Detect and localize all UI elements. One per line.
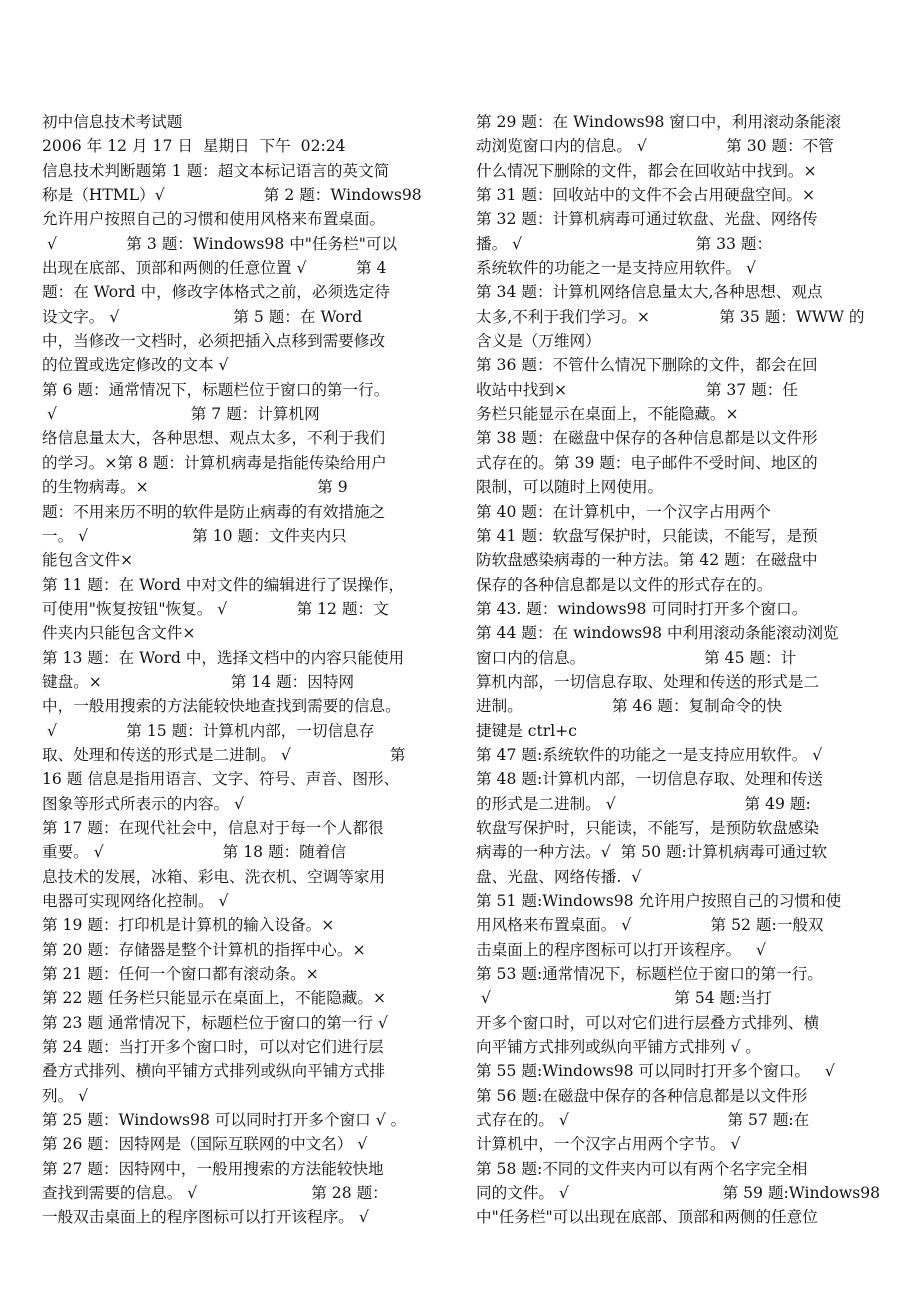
text-line: 防软盘感染病毒的一种方法。第 42 题：在磁盘中 (476, 551, 818, 570)
text-line: 系统软件的功能之一是支持应用软件。 √ (476, 259, 756, 278)
right-column (476, 110, 882, 1230)
text-line: 限制，可以随时上网使用。 (476, 478, 664, 497)
text-line: 播。 √ 第 33 题： (476, 234, 773, 253)
text-line: 保存的各种信息都是以文件的形式存在的。 (476, 575, 773, 594)
text-line: 第 48 题:计算机内部，一切信息存取、处理和传送 (476, 770, 823, 789)
text-line: 同的文件。 √ 第 59 题:Windows98 (476, 1184, 881, 1203)
text-line: 第 31 题：回收站中的文件不会占用硬盘空间。× (476, 186, 816, 205)
document-date: 2006 年 12 月 17 日 星期日 下午 02:24 (42, 137, 346, 156)
text-line: 设文字。 √ 第 5 题：在 Word (42, 307, 363, 326)
text-line: 含义是（万维网） (476, 332, 601, 351)
text-line: 病毒的一种方法。√ 第 50 题:计算机病毒可通过软 (476, 843, 828, 862)
text-line: 计算机中，一个汉字占用两个字节。 √ (476, 1135, 741, 1154)
text-line: 中"任务栏"可以出现在底部、顶部和两侧的任意位 (476, 1208, 818, 1227)
text-line: 第 25 题：Windows98 可以同时打开多个窗口 √ 。 (42, 1111, 407, 1130)
left-column-text (42, 159, 448, 1230)
text-line: 第 55 题:Windows98 可以同时打开多个窗口。 √ (476, 1062, 835, 1081)
text-line: 第 53 题:通常情况下，标题栏位于窗口的第一行。 (476, 965, 823, 984)
text-line: 的形式是二进制。 √ 第 49 题: (476, 794, 811, 813)
text-line: 第 29 题：在 Windows98 窗口中，利用滚动条能滚 (476, 113, 841, 131)
text-line: 一。 √ 第 10 题：文件夹内只 (42, 526, 347, 545)
text-line: 用风格来布置桌面。 √ 第 52 题:一般双 (476, 916, 824, 935)
text-line: 重要。 √ 第 18 题：随着信 (42, 843, 346, 862)
text-line: 式存在的。第 39 题：电子邮件不受时间、地区的 (476, 453, 818, 472)
text-line: 的生物病毒。× 第 9 (42, 478, 348, 497)
text-line: 件夹内只能包含文件× (42, 624, 196, 643)
text-line: 题：不用来历不明的软件是防止病毒的有效措施之 (42, 502, 386, 521)
text-line: 题：在 Word 中，修改字体格式之前，必须选定待 (42, 283, 390, 302)
text-line: 第 58 题:不同的文件夹内可以有两个名字完全相 (476, 1159, 808, 1178)
text-line: 出现在底部、顶部和两侧的任意位置 √ 第 4 (42, 259, 387, 278)
text-line: 第 43. 题：windows98 可同时打开多个窗口。 (476, 599, 808, 618)
text-line: 第 21 题：任何一个窗口都有滚动条。× (42, 965, 319, 984)
text-line: 能包含文件× (42, 551, 134, 570)
text-line: 窗口内的信息。 第 45 题：计 (476, 648, 797, 667)
text-line: 开多个窗口时，可以对它们进行层叠方式排列、横 (476, 1013, 820, 1032)
text-line: 盘、光盘、网络传播. √ (476, 867, 642, 886)
document-title: 初中信息技术考试题 (42, 113, 183, 131)
text-line: 中，一般用搜索的方法能较快地查找到需要的信息。 (42, 697, 401, 716)
text-line: 的位置或选定修改的文本 √ (42, 356, 229, 375)
right-column-text (476, 110, 882, 1230)
text-line: 一般双击桌面上的程序图标可以打开该程序。 √ (42, 1208, 369, 1227)
text-line: 键盘。× 第 14 题：因特网 (42, 672, 355, 691)
text-line: 第 40 题：在计算机中，一个汉字占用两个 (476, 502, 771, 521)
text-line: 查找到需要的信息。 √ 第 28 题： (42, 1184, 388, 1203)
text-line: 信息技术判断题第 1 题：超文本标记语言的英文简 (42, 161, 390, 180)
text-line: 第 26 题：因特网是（国际互联网的中文名） √ (42, 1135, 368, 1154)
text-line: 动浏览窗口内的信息。 √ 第 30 题：不管 (476, 137, 834, 156)
text-line: 第 44 题：在 windows98 中利用滚动条能滚动浏览 (476, 624, 839, 643)
text-line: 向平铺方式排列或纵向平铺方式排列 √ 。 (476, 1038, 761, 1057)
text-line: 第 36 题：不管什么情况下删除的文件，都会在回 (476, 356, 818, 375)
text-line: 第 32 题：计算机病毒可通过软盘、光盘、网络传 (476, 210, 818, 229)
text-line: 第 38 题：在磁盘中保存的各种信息都是以文件形 (476, 429, 818, 448)
text-line: √ 第 15 题：计算机内部，一切信息存 (42, 721, 375, 740)
text-line: 软盘写保护时，只能读，不能写，是预防软盘感染 (476, 818, 820, 837)
text-line: 第 27 题：因特网中，一般用搜索的方法能较快地 (42, 1159, 384, 1178)
text-line: 可使用"恢复按钮"恢复。 √ 第 12 题：文 (42, 599, 389, 618)
text-line: 第 41 题：软盘写保护时，只能读，不能写，是预 (476, 526, 818, 545)
text-line: 收站中找到× 第 37 题：任 (476, 380, 798, 399)
text-line: √ 第 7 题：计算机网 (42, 405, 320, 424)
text-line: 16 题 信息是指用语言、文字、符号、声音、图形、 (42, 770, 400, 789)
text-line: 第 19 题：打印机是计算机的输入设备。× (42, 916, 335, 935)
text-line: 中，当修改一文档时，必须把插入点移到需要修改 (42, 332, 386, 351)
text-line: 第 17 题：在现代社会中，信息对于每一个人都很 (42, 818, 384, 837)
text-line: 第 56 题:在磁盘中保存的各种信息都是以文件形 (476, 1086, 808, 1105)
text-line: 第 13 题：在 Word 中，选择文档中的内容只能使用 (42, 648, 405, 667)
text-line: 第 47 题:系统软件的功能之一是支持应用软件。 √ (476, 745, 823, 764)
text-line: 络信息量太大，各种思想、观点太多，不利于我们 (42, 429, 386, 448)
text-line: 息技术的发展，冰箱、彩电、洗衣机、空调等家用 (42, 867, 386, 886)
text-line: 式存在的。 √ 第 57 题:在 (476, 1111, 810, 1130)
left-column (42, 110, 448, 1230)
text-line: 进制。 第 46 题：复制命令的快 (476, 697, 783, 716)
text-line: 的学习。×第 8 题：计算机病毒是指能传染给用户 (42, 453, 387, 472)
text-line: 叠方式排列、横向平铺方式排列或纵向平铺方式排 (42, 1062, 386, 1081)
text-line: 列。 √ (42, 1086, 89, 1105)
text-line: 电器可实现网络化控制。 √ (42, 892, 229, 910)
text-line: 第 23 题 通常情况下，标题栏位于窗口的第一行 √ (42, 1013, 388, 1032)
text-line: 第 6 题：通常情况下，标题栏位于窗口的第一行。 (42, 380, 390, 399)
text-line: √ 第 54 题:当打 (476, 989, 772, 1008)
text-line: 图象等形式所表示的内容。 √ (42, 794, 245, 813)
text-line: 第 22 题 任务栏只能显示在桌面上，不能隐藏。× (42, 989, 387, 1008)
text-line: 允许用户按照自己的习惯和使用风格来布置桌面。 (42, 210, 386, 229)
text-line: 第 20 题：存储器是整个计算机的指挥中心。× (42, 940, 366, 959)
text-line: 算机内部，一切信息存取、处理和传送的形式是二 (476, 672, 820, 691)
text-line: 第 51 题:Windows98 允许用户按照自己的习惯和使 (476, 892, 842, 910)
text-line: 第 24 题：当打开多个窗口时，可以对它们进行层 (42, 1038, 384, 1057)
text-line: 第 34 题：计算机网络信息量太大,各种思想、观点 (476, 283, 823, 302)
text-line: 取、处理和传送的形式是二进制。 √ 第 (42, 745, 406, 764)
text-line: 捷键是 ctrl+c (476, 721, 577, 740)
text-line: 太多,不利于我们学习。× 第 35 题：WWW 的 (476, 307, 865, 326)
text-line: 第 11 题：在 Word 中对文件的编辑进行了误操作， (42, 575, 405, 594)
text-line: 什么情况下删除的文件，都会在回收站中找到。× (476, 161, 817, 180)
text-line: 务栏只能显示在桌面上，不能隐藏。× (476, 405, 739, 424)
text-line: 击桌面上的程序图标可以打开该程序。 √ (476, 940, 766, 959)
text-line: 称是（HTML）√ 第 2 题：Windows98 (42, 186, 422, 205)
text-line: √ 第 3 题：Windows98 中"任务栏"可以 (42, 234, 398, 253)
